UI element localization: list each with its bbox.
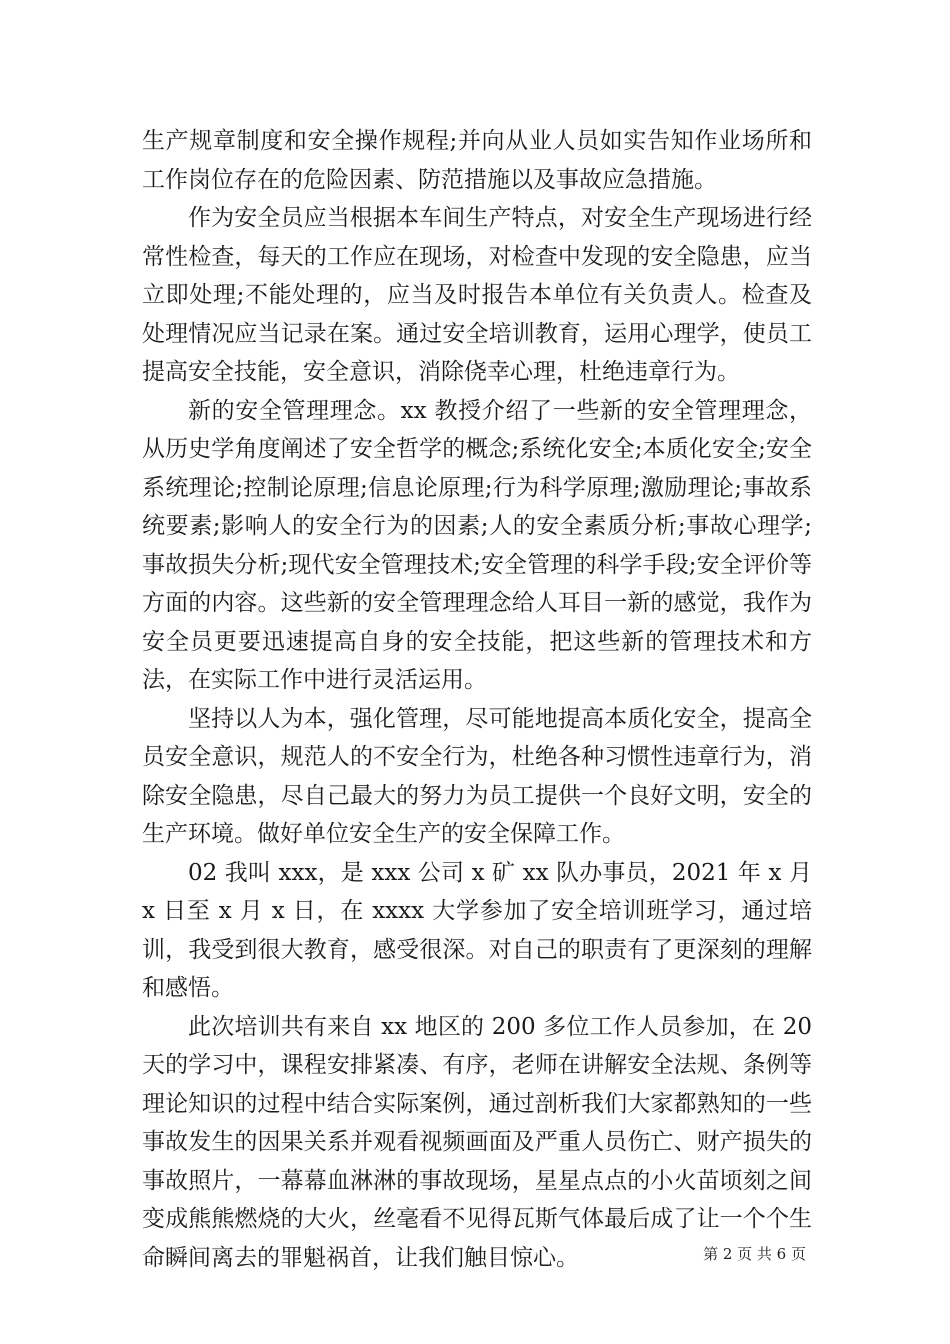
paragraph: 此次培训共有来自 xx 地区的 200 多位工作人员参加，在 20 天的学习中，课程安排紧凑、有序，老师在讲解安全法规、条例等理论知识的过程中结合实际案例，通过剖析我们大家都熟知的一些事故发生的因果关系并观看视频画面及严重人员伤亡、财产损失的事故照片，一幕幕血淋淋的事故现场，星星点点的小火苗顷刻之间变成熊熊燃烧的大火，丝毫看不见得瓦斯气体最后成了让一个个生命瞬间离去的罪魁祸首，让我们触目惊心。	[142, 1013, 812, 1271]
paragraph: 生产规章制度和安全操作规程;并向从业人员如实告知作业场所和工作岗位存在的危险因素、防范措施以及事故应急措施。	[142, 128, 812, 193]
paragraph: 02 我叫 xxx，是 xxx 公司 x 矿 xx 队办事员，2021 年 x 月 x 日至 x 月 x 日，在 xxxx 大学参加了安全培训班学习，通过培训，我受到很大教育，感受很深。对自己的职责有了更深刻的理解和感悟。	[142, 859, 812, 1001]
paragraph: 作为安全员应当根据本车间生产特点，对安全生产现场进行经常性检查，每天的工作应在现场，对检查中发现的安全隐患，应当立即处理;不能处理的，应当及时报告本单位有关负责人。检查及处理情况应当记录在案。通过安全培训教育，运用心理学，使员工提高安全技能，安全意识，消除侥幸心理，杜绝违章行为。	[142, 205, 812, 385]
paragraph: 坚持以人为本，强化管理，尽可能地提高本质化安全，提高全员安全意识，规范人的不安全行为，杜绝各种习惯性违章行为，消除安全隐患，尽自己最大的努力为员工提供一个良好文明，安全的生产环境。做好单位安全生产的安全保障工作。	[142, 705, 812, 847]
document-body	[142, 122, 812, 1277]
page-number-footer: 第 2 页 共 6 页	[703, 1245, 806, 1263]
paragraph: 新的安全管理理念。xx 教授介绍了一些新的安全管理理念，从历史学角度阐述了安全哲学的概念;系统化安全;本质化安全;安全系统理论;控制论原理;信息论原理;行为科学原理;激励理论;事故系统要素;影响人的安全行为的因素;人的安全素质分析;事故心理学;事故损失分析;现代安全管理技术;安全管理的科学手段;安全评价等方面的内容。这些新的安全管理理念给人耳目一新的感觉，我作为安全员更要迅速提高自身的安全技能，把这些新的管理技术和方法，在实际工作中进行灵活运用。	[142, 397, 812, 693]
